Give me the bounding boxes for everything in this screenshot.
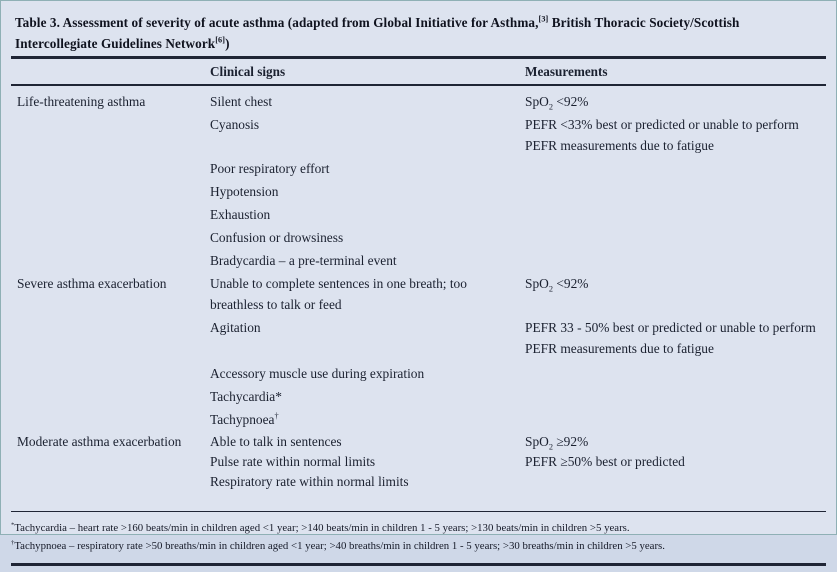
- spo2-subscript: 2: [548, 102, 553, 112]
- severity-category-cell: Life-threatening asthma: [17, 93, 146, 109]
- clinical-sign-cell: [210, 158, 525, 179]
- measurement-cell: [525, 317, 826, 359]
- clinical-text: Tachycardia*: [210, 388, 282, 404]
- clinical-text: Pulse rate within normal limits: [210, 453, 376, 469]
- clinical-sign-cell: [210, 317, 525, 359]
- measurement-text-rest: <92%: [552, 275, 589, 291]
- measurement-text: PEFR 33 - 50% best or predicted or unable to perform PEFR measurements due to fatigue: [525, 319, 816, 356]
- table-row: [11, 227, 826, 248]
- measurement-cell: [525, 158, 826, 179]
- table-row: [11, 114, 826, 156]
- header-measurements: Measurements: [525, 64, 608, 79]
- table-title: [11, 1, 826, 54]
- measurement-text: SpO: [525, 93, 549, 109]
- bottom-padding: [11, 566, 826, 572]
- severity-category-cell: [11, 114, 210, 156]
- clinical-sign-cell: [210, 386, 525, 407]
- clinical-text: Exhaustion: [210, 206, 271, 222]
- clinical-sign-cell: [210, 250, 525, 271]
- dagger-footnote-marker: †: [11, 539, 15, 547]
- table-title-line1: [15, 12, 822, 33]
- measurement-cell: [525, 181, 826, 202]
- clinical-sign-cell: [210, 227, 525, 248]
- severity-category-cell: [11, 250, 210, 271]
- clinical-text: Unable to complete sentences in one breath; too breathless to talk or feed: [210, 275, 467, 312]
- measurement-text: PEFR <33% best or predicted or unable to perform PEFR measurements due to fatigue: [525, 116, 799, 153]
- clinical-text: Able to talk in sentences: [210, 433, 342, 449]
- title-text-2: British Thoracic Society/Scottish: [548, 15, 740, 30]
- measurement-cell: [525, 227, 826, 248]
- clinical-sign-cell: [210, 91, 525, 112]
- clinical-sign-cell: [210, 409, 525, 430]
- clinical-sign-cell: [210, 181, 525, 202]
- clinical-text: Agitation: [210, 319, 261, 335]
- severity-category-cell: [11, 363, 210, 384]
- table-row: [11, 386, 826, 407]
- title-text-3: Intercollegiate Guidelines Network: [15, 36, 216, 51]
- table-row: [11, 91, 826, 112]
- severity-category-cell: [11, 386, 210, 407]
- table-row: [11, 158, 826, 179]
- clinical-text: Confusion or drowsiness: [210, 229, 344, 245]
- clinical-text: Silent chest: [210, 93, 273, 109]
- table-row: [11, 452, 826, 472]
- table-title-line2: [15, 33, 822, 54]
- clinical-sign-cell: [210, 363, 525, 384]
- clinical-sign-cell: [210, 114, 525, 156]
- measurement-cell: [525, 363, 826, 384]
- header-category: [11, 64, 210, 80]
- measurement-text-rest: ≥92%: [552, 433, 589, 449]
- severity-category-cell: Severe asthma exacerbation: [17, 275, 167, 291]
- measurement-text: SpO: [525, 433, 549, 449]
- table-row: [11, 472, 826, 492]
- header-clinical-signs: Clinical signs: [210, 64, 286, 79]
- table-row: [11, 409, 826, 430]
- clinical-sign-cell: [210, 472, 525, 492]
- severity-category-cell: [11, 158, 210, 179]
- footnote-tachycardia: [11, 519, 826, 537]
- table-row: [11, 363, 826, 384]
- clinical-text: Respiratory rate within normal limits: [210, 473, 409, 489]
- measurement-cell: [525, 386, 826, 407]
- clinical-text: Accessory muscle use during expiration: [210, 365, 425, 381]
- measurement-cell: [525, 204, 826, 225]
- footnote-block: [11, 512, 826, 561]
- measurement-cell: [525, 432, 826, 452]
- table-body: [11, 86, 826, 511]
- measurement-cell: [525, 409, 826, 430]
- clinical-text: Poor respiratory effort: [210, 160, 330, 176]
- table-header-row: [11, 59, 826, 84]
- table-row: [11, 273, 826, 315]
- measurement-cell: [525, 452, 826, 472]
- asterisk-footnote-marker: *: [11, 521, 15, 529]
- table-row: [11, 432, 826, 452]
- measurement-text: SpO: [525, 275, 549, 291]
- citation-ref-3: [3]: [538, 14, 549, 24]
- footnote-text: Tachypnoea – respiratory rate >50 breaths/min in children aged <1 year; >40 breaths/min in children 1 - 5 years; >30 breaths/min in children >5 years.: [14, 540, 665, 552]
- table-row: [11, 181, 826, 202]
- clinical-text: Tachypnoea: [210, 411, 275, 427]
- footnote-text: Tachycardia – heart rate >160 beats/min in children aged <1 year; >140 beats/min in children 1 - 5 years; >130 beats/min in children >5 years.: [14, 522, 630, 534]
- clinical-text: Hypotension: [210, 183, 279, 199]
- dagger-footnote-marker: †: [274, 411, 279, 421]
- severity-category-cell: [11, 227, 210, 248]
- clinical-sign-cell: [210, 204, 525, 225]
- severity-category-cell: Moderate asthma exacerbation: [17, 433, 182, 449]
- clinical-sign-cell: [210, 452, 525, 472]
- spo2-subscript: 2: [548, 284, 553, 294]
- clinical-sign-cell: [210, 273, 525, 315]
- severity-category-cell: [11, 409, 210, 430]
- measurement-cell: [525, 472, 826, 492]
- severity-category-cell: [11, 452, 210, 472]
- severity-category-cell: [11, 472, 210, 492]
- severity-category-cell: [11, 181, 210, 202]
- clinical-text: Bradycardia – a pre-terminal event: [210, 252, 397, 268]
- title-text-1: Table 3. Assessment of severity of acute asthma (adapted from Global Initiative for Asthma,: [15, 15, 539, 30]
- citation-ref-6: [6]: [215, 35, 226, 45]
- measurement-text: PEFR ≥50% best or predicted: [525, 453, 685, 469]
- table-row: [11, 204, 826, 225]
- footnote-tachypnoea: [11, 537, 826, 555]
- measurement-text-rest: <92%: [552, 93, 589, 109]
- clinical-text: Cyanosis: [210, 116, 260, 132]
- title-text-4: ): [225, 36, 230, 51]
- severity-category-cell: [11, 204, 210, 225]
- clinical-sign-cell: [210, 432, 525, 452]
- spo2-subscript: 2: [548, 442, 553, 452]
- severity-category-cell: [11, 317, 210, 359]
- measurement-cell: [525, 250, 826, 271]
- measurement-cell: [525, 273, 826, 315]
- table-row: [11, 317, 826, 359]
- table-row: [11, 250, 826, 271]
- measurement-cell: [525, 91, 826, 112]
- measurement-cell: [525, 114, 826, 156]
